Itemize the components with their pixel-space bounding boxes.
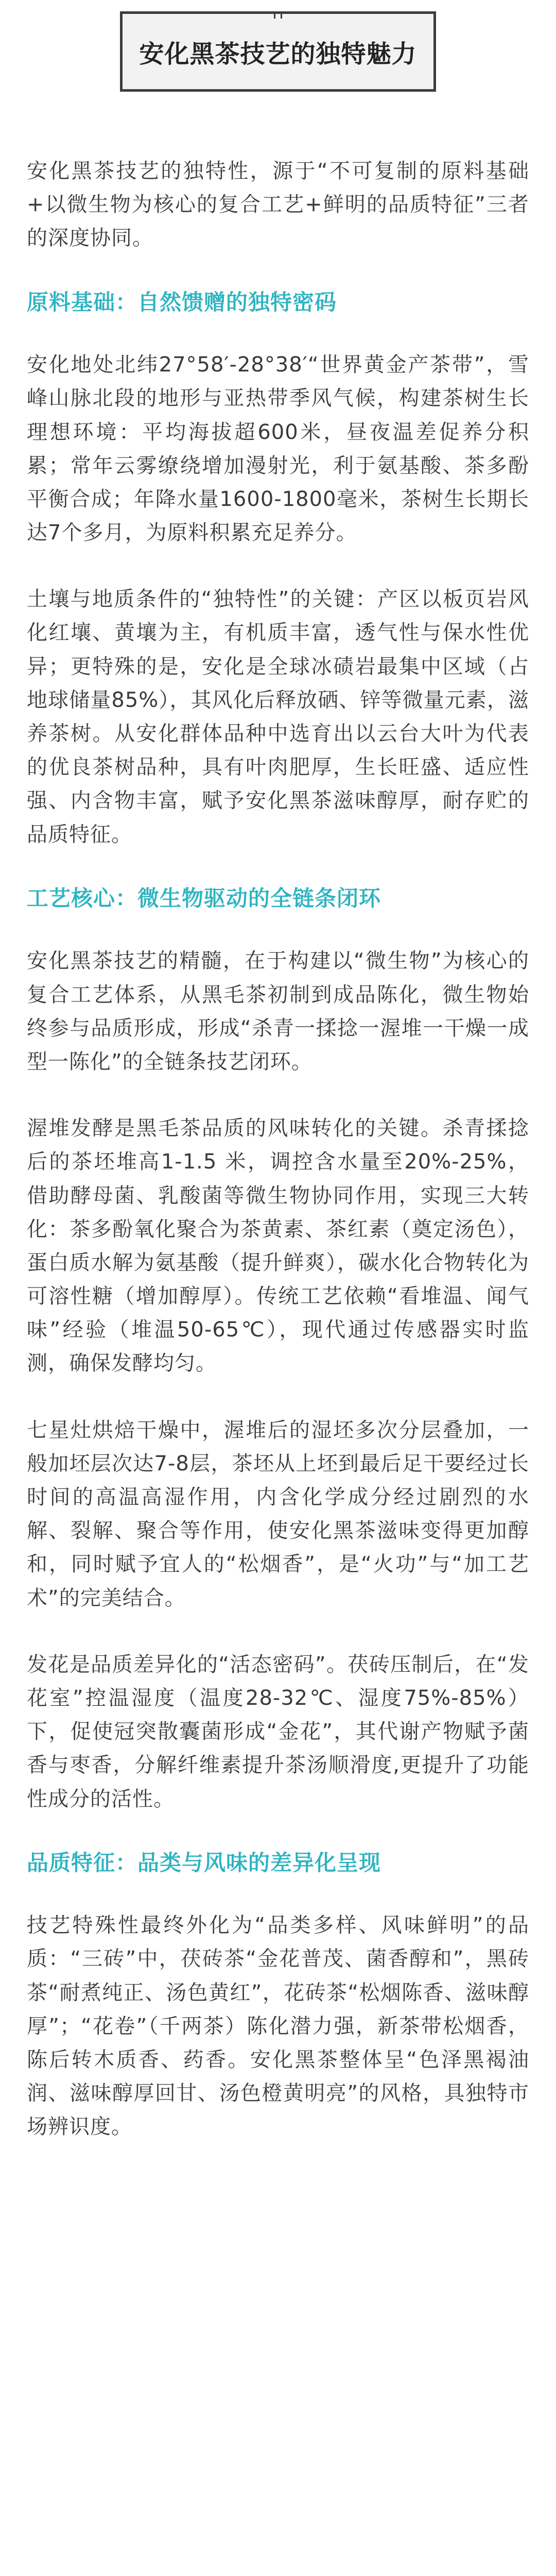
title-card [120, 11, 436, 92]
intro-paragraph: 安化黑茶技艺的独特性，源于“不可复制的原料基础+以微生物为核心的复合工艺+鲜明的品质特征”三者的深度协同。 [27, 159, 529, 250]
title-card-decoration [274, 11, 282, 19]
paragraph: 渥堆发酵是黑毛茶品质的风味转化的关键。杀青揉捻后的茶坯堆高1-1.5 米，调控含水量至20%-25%，借助酵母菌、乳酸菌等微生物协同作用，实现三大转化：茶多酚氧化聚合为茶黄素、茶红素（奠定汤色），蛋白质水解为氨基酸（提升鲜爽），碳水化合物转化为可溶性糖（增加醇厚）。传统工艺依赖“看堆温、闻气味”经验（堆温50-65℃），现代通过传感器实时监测，确保发酵均匀。 [27, 1116, 529, 1376]
paragraph: 七星灶烘焙干燥中，渥堆后的湿坯多次分层叠加，一般加坯层次达7-8层，茶坯从上坯到最后足干要经过长时间的高温高湿作用，内含化学成分经过剧烈的水解、裂解、聚合等作用，使安化黑茶滋味变得更加醇和，同时赋予宜人的“松烟香”，是“火功”与“加工艺术”的完美结合。 [27, 1418, 529, 1610]
paragraph: 安化黑茶技艺的精髓，在于构建以“微生物”为核心的复合工艺体系，从黑毛茶初制到成品陈化，微生物始终参与品质形成，形成“杀青一揉捻一渥堆一干燥一成型一陈化”的全链条技艺闭环。 [27, 949, 529, 1074]
paragraph: 发花是品质差异化的“活态密码”。茯砖压制后，在“发花室”控温湿度（温度28-32℃、湿度75%-85%）下，促使冠突散囊菌形成“金花”，其代谢产物赋予菌香与枣香，分解纤维素提升茶汤顺滑度,更提升了功能性成分的活性。 [27, 1652, 529, 1811]
section-heading-quality: 品质特征：品类与风味的差异化呈现 [27, 1850, 381, 1875]
paragraph: 土壤与地质条件的“独特性”的关键：产区以板页岩风化红壤、黄壤为主，有机质丰富，透气性与保水性优异；更特殊的是，安化是全球冰碛岩最集中区域（占地球储量85%），其风化后释放硒、锌等微量元素，滋养茶树。从安化群体品种中选育出以云台大叶为代表的优良茶树品种，具有叶肉肥厚，生长旺盛、适应性强、内含物丰富，赋予安化黑茶滋味醇厚，耐存贮的品质特征。 [27, 587, 529, 846]
article-title: 安化黑茶技艺的独特魅力 [139, 39, 417, 69]
section-heading-process: 工艺核心：微生物驱动的全链条闭环 [27, 885, 381, 911]
section-heading-materials: 原料基础：自然馈赠的独特密码 [27, 289, 337, 315]
article-body [27, 155, 529, 2177]
paragraph: 安化地处北纬27°58′-28°38′“世界黄金产茶带”，雪峰山脉北段的地形与亚热带季风气候，构建茶树生长理想环境：平均海拔超600米，昼夜温差促养分积累；常年云雾缭绕增加漫射光，利于氨基酸、茶多酚平衡合成；年降水量1600-1800毫米，茶树生长期长达7个多月，为原料积累充足养分。 [27, 353, 529, 545]
paragraph: 技艺特殊性最终外化为“品类多样、风味鲜明”的品质：“三砖”中，茯砖茶“金花普茂、菌香醇和”，黑砖茶“耐煮纯正、汤色黄红”，花砖茶“松烟陈香、滋味醇厚”；“花卷”（千两茶）陈化潜力强，新茶带松烟香，陈后转木质香、药香。安化黑茶整体呈“色泽黑褐油润、滋味醇厚回甘、汤色橙黄明亮”的风格，具独特市场辨识度。 [27, 1913, 529, 2139]
